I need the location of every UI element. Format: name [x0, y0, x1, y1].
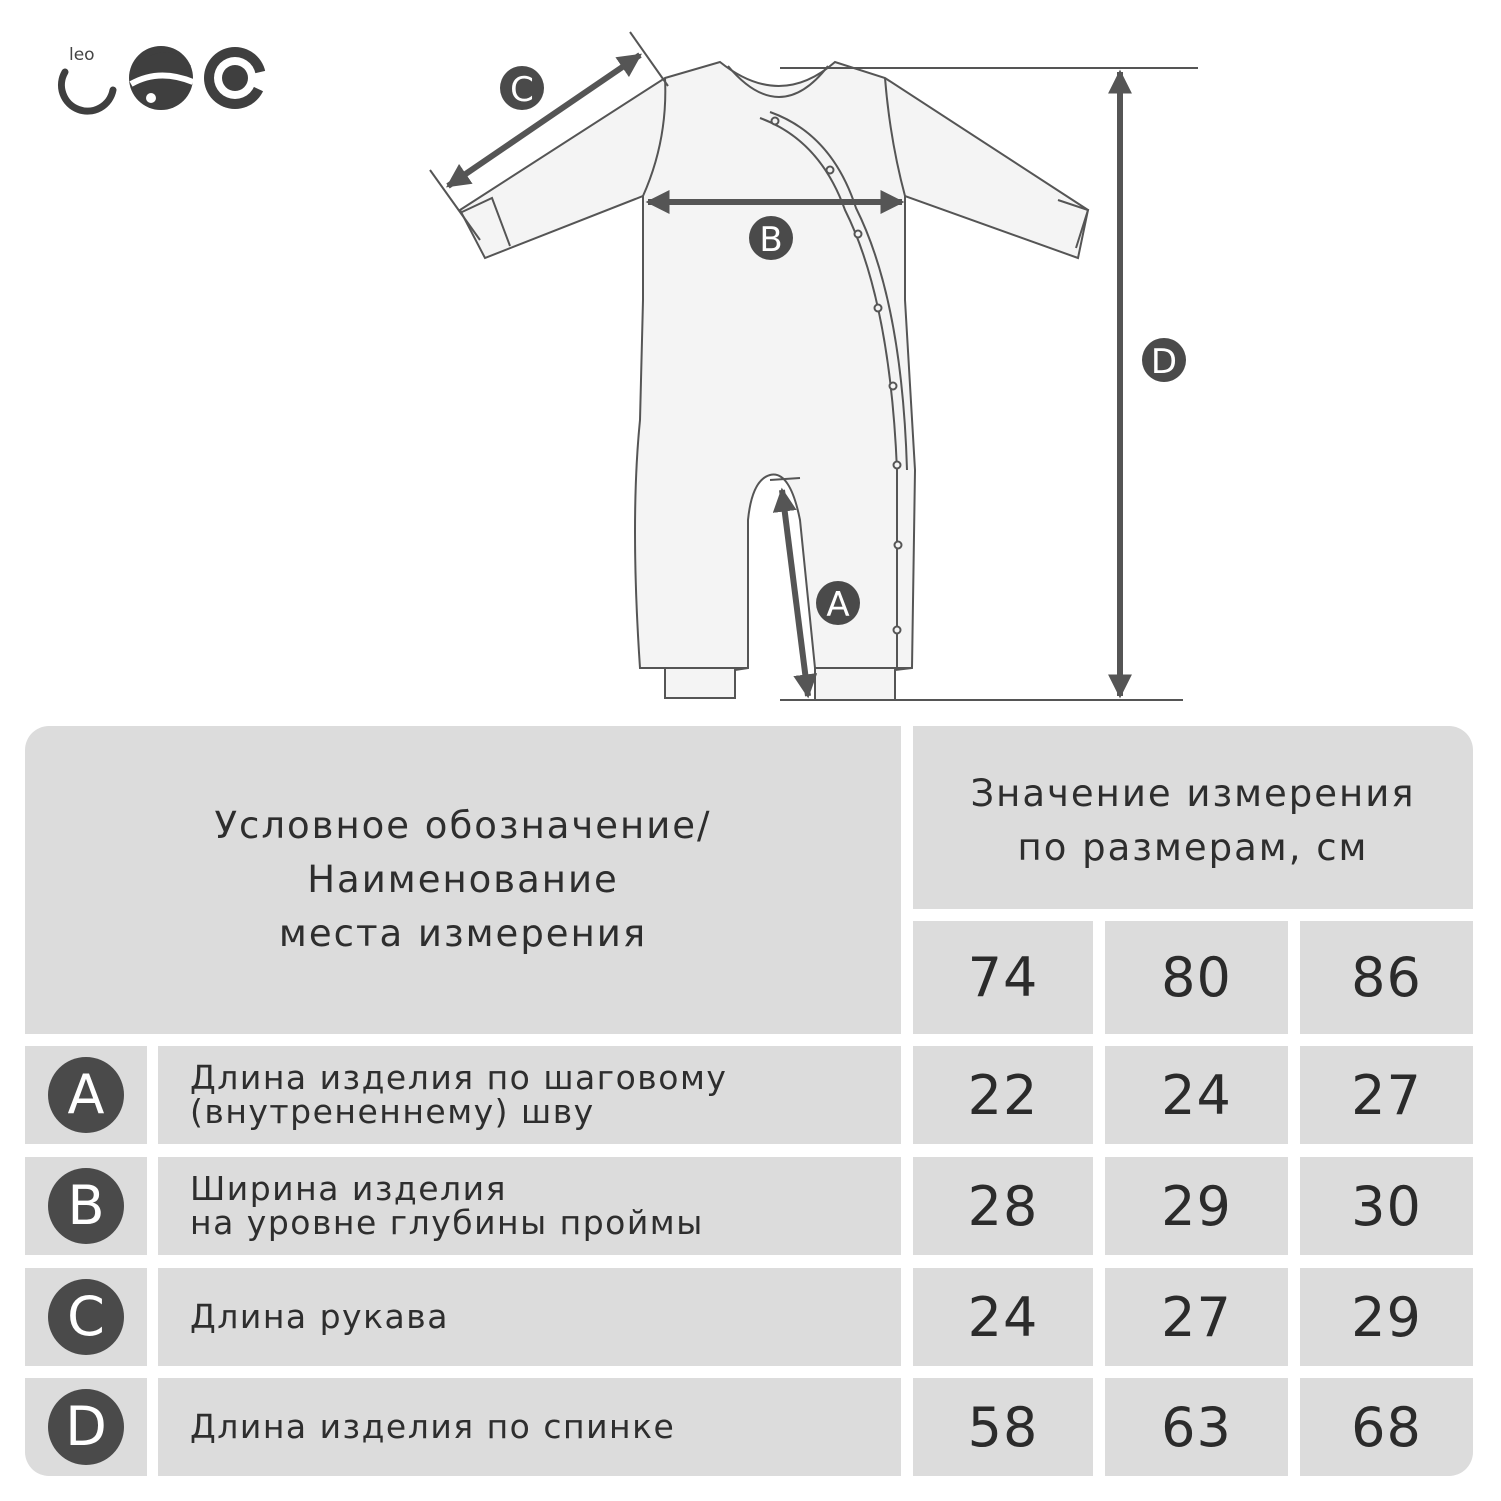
row-a-value-86: 27	[1300, 1046, 1473, 1144]
row-b-value-80: 29	[1105, 1157, 1288, 1255]
row-d-value-86: 68	[1300, 1378, 1473, 1476]
row-a-value-74: 22	[913, 1046, 1093, 1144]
row-c-badge: C	[48, 1279, 124, 1355]
marker-b-text: B	[759, 220, 783, 260]
row-d-badge: D	[48, 1389, 124, 1465]
header-value-line-2: по размерам, см	[1017, 825, 1369, 869]
row-b-value-74: 28	[913, 1157, 1093, 1255]
marker-d	[1142, 338, 1186, 382]
header-value-line-1: Значение измерения	[970, 771, 1416, 815]
row-a-value-80: 24	[1105, 1046, 1288, 1144]
row-a-label-cell	[158, 1046, 901, 1144]
header-value-cell	[913, 726, 1473, 909]
size-header-80: 80	[1105, 921, 1288, 1034]
row-c-value-80: 27	[1105, 1268, 1288, 1366]
marker-a-text: A	[826, 585, 850, 625]
logo-small-text: leo	[69, 45, 95, 65]
row-d-value-74: 58	[913, 1378, 1093, 1476]
row-b-code-cell	[25, 1157, 147, 1255]
row-a-code-cell	[25, 1046, 147, 1144]
header-label-line-3: места измерения	[278, 912, 648, 955]
row-b-badge: B	[48, 1168, 124, 1244]
row-b-label-line-1: Ширина изделия	[190, 1169, 507, 1208]
marker-d-text: D	[1150, 342, 1178, 382]
row-b-label-cell	[158, 1157, 901, 1255]
garment-diagram	[0, 0, 1501, 720]
row-a-label-line-2: (внутрененнему) шву	[190, 1092, 595, 1131]
marker-c-text: C	[510, 70, 534, 110]
row-c-label-line-1: Длина рукава	[190, 1297, 449, 1336]
marker-a	[816, 581, 860, 625]
row-a-badge: A	[48, 1057, 124, 1133]
row-c-value-86: 29	[1300, 1268, 1473, 1366]
row-c-code-cell	[25, 1268, 147, 1366]
header-label-cell	[25, 726, 901, 1034]
row-d-value-80: 63	[1105, 1378, 1288, 1476]
row-b-label-line-2: на уровне глубины проймы	[190, 1203, 704, 1242]
row-b-value-86: 30	[1300, 1157, 1473, 1255]
row-d-code-cell	[25, 1378, 147, 1476]
size-header-86: 86	[1300, 921, 1473, 1034]
marker-c	[500, 66, 544, 110]
header-label-line-1: Условное обозначение/	[214, 804, 712, 847]
row-a-label-line-1: Длина изделия по шаговому	[190, 1058, 728, 1097]
row-c-value-74: 24	[913, 1268, 1093, 1366]
row-d-label-cell	[158, 1378, 901, 1476]
romper-outline	[460, 62, 1088, 700]
marker-b	[749, 216, 793, 260]
header-label-line-2: Наименование	[307, 858, 619, 901]
row-c-label-cell	[158, 1268, 901, 1366]
size-header-74: 74	[913, 921, 1093, 1034]
row-d-label-line-1: Длина изделия по спинке	[190, 1407, 676, 1446]
